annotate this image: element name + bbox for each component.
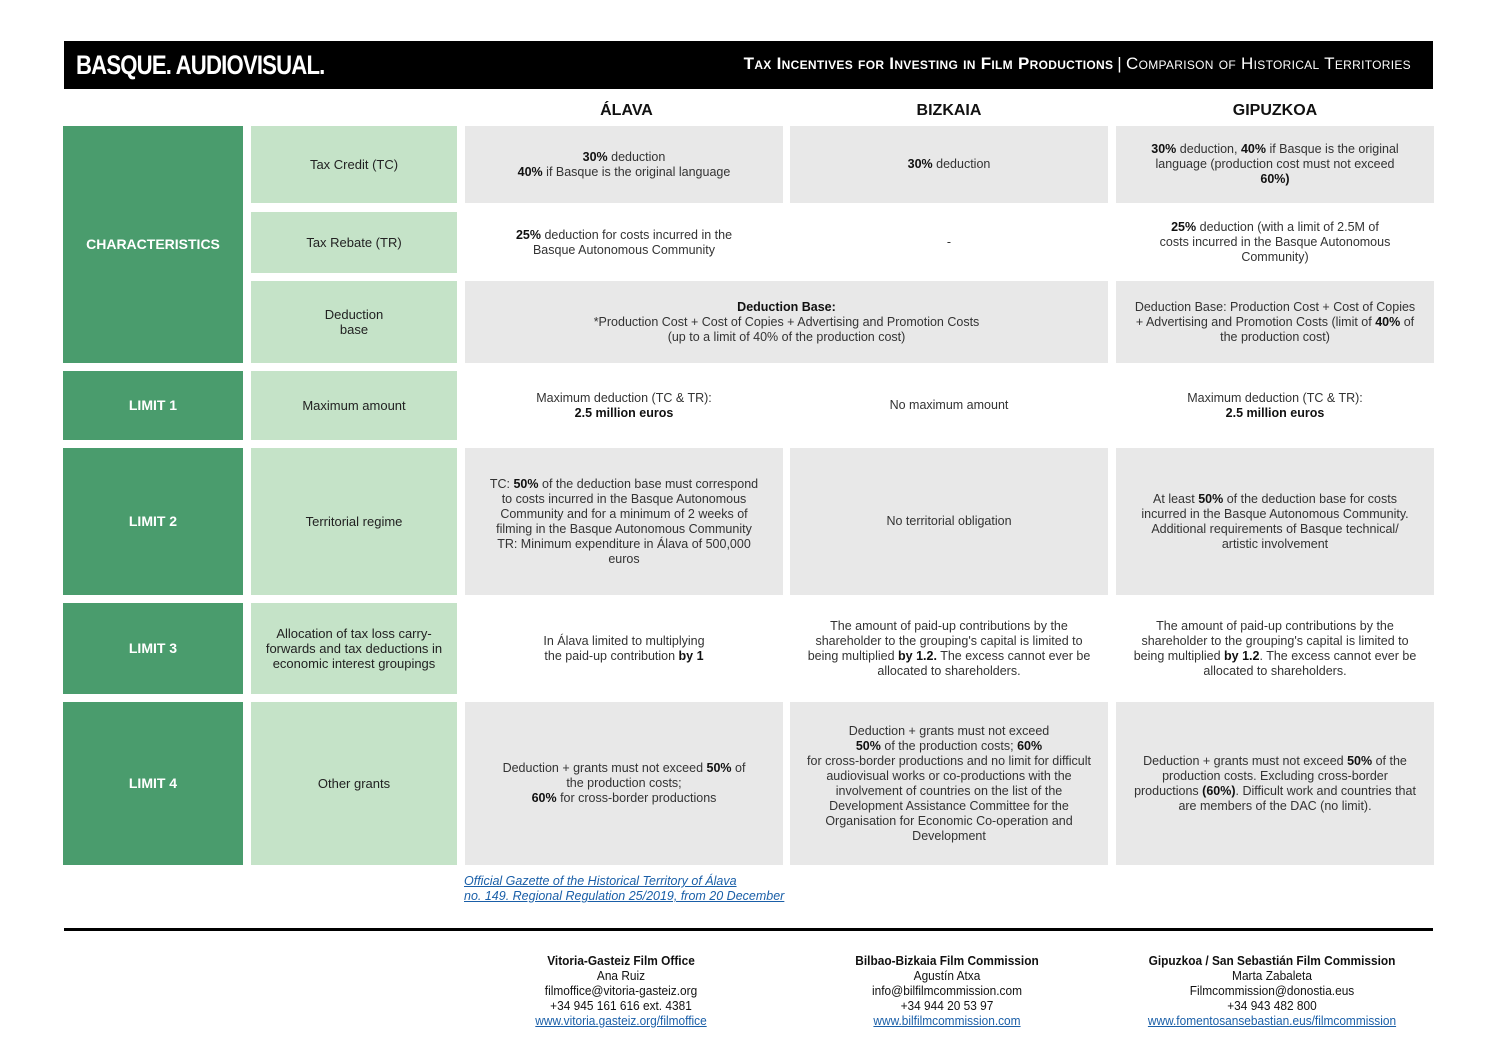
text: Deduction Base: Production Cost + Cost of Copies + Advertising and Promotion Costs (limit of [1134, 299, 1416, 329]
text: In Álava limited to multiplying the paid-up contribution [543, 633, 705, 663]
text: deduction (with a limit of 2.5M of costs incurred in the Basque Autonomous Community) [1159, 220, 1391, 264]
cell-allocation-bizkaia [790, 603, 1108, 694]
contact-office: Gipuzkoa / San Sebastián Film Commission [1148, 954, 1396, 968]
column-header-gipuzkoa: GIPUZKOA [1232, 102, 1318, 119]
document-title [744, 54, 1411, 74]
column-header-bizkaia: BIZKAIA [916, 102, 982, 119]
text: (up to a limit of 40% of the production cost) [667, 329, 906, 344]
cell-tax-credit-alava [465, 126, 783, 203]
cell-max-amount-gipuzkoa [1116, 371, 1434, 440]
text: TC: [489, 476, 514, 491]
text: *Production Cost + Cost of Copies + Advertising and Promotion Costs [593, 314, 980, 329]
text: of the production costs; [880, 738, 1018, 753]
text: of the production costs; [566, 761, 746, 790]
pct: 60% [531, 791, 557, 805]
contact-email[interactable]: info@bilfilmcommission.com [872, 984, 1022, 998]
group-limit-1: LIMIT 1 [63, 371, 243, 440]
contact-vitoria [469, 954, 773, 1029]
text: deduction for costs incurred in the Basque Autonomous Community [532, 227, 733, 257]
contact-office: Bilbao-Bizkaia Film Commission [855, 954, 1039, 968]
brand-logo: BASQUE. AUDIOVISUAL. [76, 50, 325, 80]
pct: 30% [1151, 142, 1177, 156]
title-separator: | [1117, 54, 1123, 73]
text: Deduction + grants must not exceed [502, 761, 707, 775]
contact-web-link[interactable]: www.fomentosansebastian.eus/filmcommission [1147, 1014, 1397, 1028]
text: for cross-border productions [556, 791, 717, 805]
label-territorial-regime: Territorial regime [251, 448, 457, 595]
pct: 50% [1347, 753, 1373, 768]
text: The amount of paid-up contributions by the shareholder to the grouping's capital is limited to being multiplied [807, 618, 1083, 663]
cell-tax-rebate-gipuzkoa [1116, 212, 1434, 273]
label-deduction-base-line1: Deduction [324, 307, 384, 322]
cell-max-amount-bizkaia: No maximum amount [790, 371, 1108, 440]
text: Maximum deduction (TC & TR): [1187, 390, 1363, 405]
pct: 40% [517, 164, 543, 179]
column-header-alava: ÁLAVA [600, 102, 653, 119]
label-deduction-base [251, 281, 457, 363]
text: . The excess cannot ever be allocated to shareholders. [1203, 648, 1417, 678]
text: Deduction + grants must not exceed [1143, 753, 1348, 768]
deduction-base-title: Deduction Base: [737, 299, 836, 314]
text: deduction [607, 149, 666, 164]
text: if Basque is the original language (production cost must not exceed [1155, 142, 1399, 171]
text: TR: Minimum expenditure in Álava of 500,000 euros [497, 536, 751, 566]
contact-person: Agustín Atxa [913, 969, 981, 983]
cell-max-amount-alava [465, 371, 783, 440]
text: deduction [932, 157, 991, 171]
pct: 50% [855, 738, 881, 753]
group-limit-2: LIMIT 2 [63, 448, 243, 595]
pct: 60% [1017, 738, 1043, 753]
group-limit-3: LIMIT 3 [63, 603, 243, 694]
text: for cross-border productions and no limit for difficult audiovisual works or co-productions with the involvement of countries on the list of the Development Assistance Committee for the Organisation for Economic Co-operation and Development [807, 753, 1091, 843]
cell-tax-credit-gipuzkoa [1116, 126, 1434, 203]
pct: 25% [1171, 220, 1197, 234]
contact-email[interactable]: Filmcommission@donostia.eus [1189, 984, 1355, 998]
contact-gipuzkoa [1120, 954, 1424, 1029]
contact-phone: +34 945 161 616 ext. 4381 [550, 999, 692, 1013]
pct: 50% [706, 761, 732, 775]
cell-other-grants-gipuzkoa [1116, 702, 1434, 865]
title-subtitle: Comparison of Historical Territories [1126, 54, 1411, 73]
contact-phone: +34 943 482 800 [1227, 999, 1317, 1013]
multiplier: by 1.2. [898, 648, 937, 663]
cell-territorial-bizkaia: No territorial obligation [790, 448, 1108, 595]
pct: 40% [1375, 314, 1401, 329]
label-maximum-amount: Maximum amount [251, 371, 457, 440]
contact-phone: +34 944 20 53 97 [900, 999, 994, 1013]
label-tax-credit: Tax Credit (TC) [251, 126, 457, 203]
text: if Basque is the original language [542, 164, 731, 179]
contact-office: Vitoria-Gasteiz Film Office [547, 954, 695, 968]
cell-tax-credit-bizkaia [790, 126, 1108, 203]
text: At least [1153, 491, 1199, 506]
label-deduction-base-line2: base [339, 322, 369, 337]
multiplier: by 1 [678, 648, 704, 663]
cell-tax-rebate-bizkaia: - [790, 212, 1108, 273]
pct: (60%) [1202, 783, 1236, 798]
contact-person: Ana Ruiz [596, 969, 646, 983]
text: of the production cost) [1220, 314, 1415, 344]
text: Deduction + grants must not exceed [848, 723, 1050, 738]
title-main: Tax Incentives for Investing in Film Productions [743, 54, 1114, 73]
cell-other-grants-alava [465, 702, 783, 865]
text: of the deduction base must correspond to costs incurred in the Basque Autonomous Community and for a minimum of 2 weeks of filming in the Basque Autonomous Community [496, 476, 759, 536]
pct: 60%) [1260, 172, 1290, 186]
amount: 2.5 million euros [1225, 405, 1325, 420]
cell-deduction-base-shared [465, 281, 1108, 363]
label-allocation: Allocation of tax loss carry-forwards and tax deductions in economic interest groupings [251, 603, 457, 694]
pct: 25% [515, 227, 541, 242]
footer-divider [64, 928, 1433, 931]
text: The excess cannot ever be allocated to shareholders. [877, 648, 1091, 678]
contact-email[interactable]: filmoffice@vitoria-gasteiz.org [544, 984, 698, 998]
contact-web-link[interactable]: www.vitoria.gasteiz.org/filmoffice [535, 1014, 707, 1028]
gazette-line-1[interactable]: Official Gazette of the Historical Territory of Álava [464, 874, 737, 888]
text: of the production costs. Excluding cross-border productions [1134, 753, 1407, 798]
contact-bilbao [795, 954, 1099, 1029]
multiplier: by 1.2 [1224, 648, 1260, 663]
cell-territorial-alava [465, 448, 783, 595]
group-characteristics: CHARACTERISTICS [63, 126, 243, 363]
label-tax-rebate: Tax Rebate (TR) [251, 212, 457, 273]
cell-allocation-gipuzkoa [1116, 603, 1434, 694]
contact-web-link[interactable]: www.bilfilmcommission.com [873, 1014, 1021, 1028]
text: . Difficult work and countries that are members of the DAC (no limit). [1178, 783, 1416, 813]
cell-other-grants-bizkaia [790, 702, 1108, 865]
pct: 30% [907, 157, 933, 171]
cell-tax-rebate-alava [465, 212, 783, 273]
cell-deduction-base-gipuzkoa [1116, 281, 1434, 363]
pct: 50% [1198, 491, 1224, 506]
gazette-line-2[interactable]: no. 149. Regional Regulation 25/2019, from 20 December [464, 889, 785, 903]
text: of the deduction base for costs incurred in the Basque Autonomous Community. Additional requirements of Basque technical/ artistic involvement [1141, 491, 1409, 551]
label-other-grants: Other grants [251, 702, 457, 865]
pct: 40% [1240, 142, 1266, 156]
text: Maximum deduction (TC & TR): [536, 390, 712, 405]
pct: 30% [582, 149, 608, 164]
group-limit-4: LIMIT 4 [63, 702, 243, 865]
amount: 2.5 million euros [574, 405, 674, 420]
text: The amount of paid-up contributions by the shareholder to the grouping's capital is limited to being multiplied [1133, 618, 1409, 663]
contact-person: Marta Zabaleta [1232, 969, 1312, 983]
text: deduction, [1176, 142, 1241, 156]
pct: 50% [513, 476, 539, 491]
gazette-link[interactable] [464, 874, 824, 904]
cell-territorial-gipuzkoa [1116, 448, 1434, 595]
cell-allocation-alava [465, 603, 783, 694]
